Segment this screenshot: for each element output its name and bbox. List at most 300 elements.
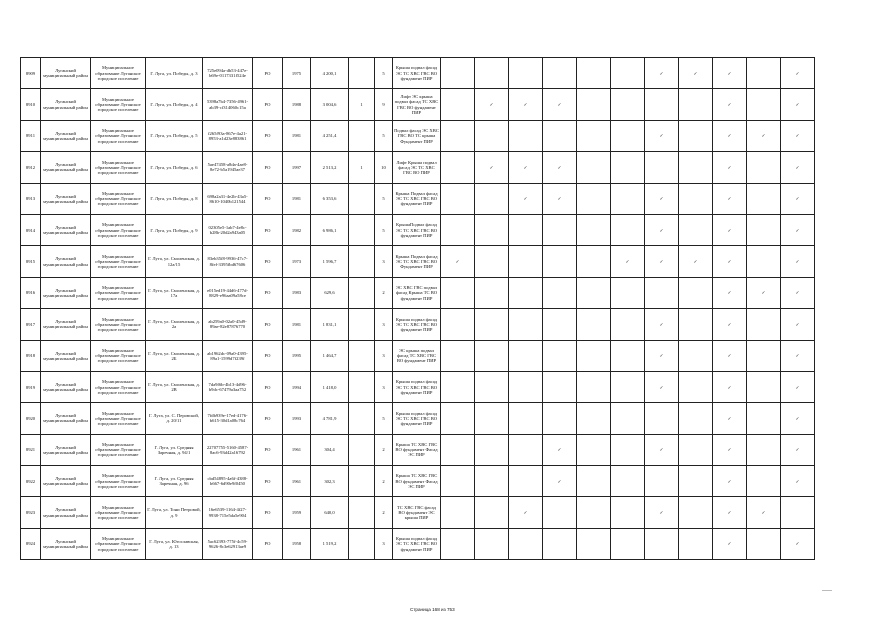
- empty-cell: [679, 340, 713, 371]
- district-cell: Луганский муниципальный район: [41, 528, 91, 559]
- empty-cell: [747, 434, 781, 465]
- empty-cell: [577, 58, 611, 89]
- empty-cell: [577, 152, 611, 183]
- year-cell: 1981: [283, 183, 311, 214]
- empty-cell: [679, 466, 713, 497]
- empty-cell: [577, 403, 611, 434]
- checkmark-icon: ✓: [645, 340, 679, 371]
- empty-cell: [611, 89, 645, 120]
- settlement-cell: Муниципальное образование Луганское городское поселение: [91, 152, 146, 183]
- works-cell: Крыша подвал фасад ЭС ТС ХВС ГВС ВО фундамент ПИР: [393, 371, 441, 402]
- empty-cell: [543, 528, 577, 559]
- checkmark-icon: ✓: [713, 277, 747, 308]
- empty-cell: [679, 309, 713, 340]
- empty-cell: [441, 152, 475, 183]
- row-number: 8918: [21, 340, 41, 371]
- empty-cell: [441, 277, 475, 308]
- empty-cell: [611, 214, 645, 245]
- ro-cell: РО: [253, 528, 283, 559]
- empty-cell: [475, 466, 509, 497]
- checkmark-icon: ✓: [713, 183, 747, 214]
- empty-cell: [543, 340, 577, 371]
- ro-cell: РО: [253, 246, 283, 277]
- district-cell: Луганский муниципальный район: [41, 152, 91, 183]
- ro-cell: РО: [253, 434, 283, 465]
- row-number: 8913: [21, 183, 41, 214]
- checkmark-icon: ✓: [781, 528, 815, 559]
- district-cell: Луганский муниципальный район: [41, 214, 91, 245]
- lifts-cell: 1: [349, 89, 375, 120]
- works-cell: Крыша ТС ХВС ГВС ВО фундамент Фасад ЭС ПИР: [393, 466, 441, 497]
- empty-cell: [475, 497, 509, 528]
- checkmark-icon: ✓: [747, 120, 781, 151]
- lifts-cell: [349, 434, 375, 465]
- ro-cell: РО: [253, 466, 283, 497]
- settlement-cell: Муниципальное образование Луганское городское поселение: [91, 277, 146, 308]
- empty-cell: [577, 434, 611, 465]
- table-row: [21, 466, 815, 497]
- fias-code-cell: 5ac62393-775f-4c59-9626-8c3e62913ae9: [203, 528, 253, 559]
- checkmark-icon: ✓: [509, 89, 543, 120]
- lifts-cell: [349, 214, 375, 245]
- floors-cell: 5: [375, 120, 393, 151]
- register-table: [20, 57, 815, 560]
- area-cell: 4 251,4: [311, 120, 349, 151]
- works-cell: Крыша подвал фасад ЭС ТС ХВС ГВС ВО фундамент ПИР: [393, 528, 441, 559]
- empty-cell: [441, 403, 475, 434]
- ro-cell: РО: [253, 371, 283, 402]
- checkmark-icon: ✓: [645, 120, 679, 151]
- empty-cell: [475, 214, 509, 245]
- checkmark-icon: ✓: [781, 434, 815, 465]
- empty-cell: [441, 497, 475, 528]
- table-row: [21, 340, 815, 371]
- area-cell: 1 596,7: [311, 246, 349, 277]
- checkmark-icon: ✓: [713, 466, 747, 497]
- checkmark-icon: ✓: [475, 152, 509, 183]
- works-cell: Крыша ТС ХВС ГВС ВО фундамент Фасад ЭС ПИР: [393, 434, 441, 465]
- area-cell: 4 781,9: [311, 403, 349, 434]
- table-row: [21, 277, 815, 308]
- lifts-cell: [349, 528, 375, 559]
- empty-cell: [509, 214, 543, 245]
- address-cell: Г. Луга, ул. Смоленская, д. 2а: [146, 309, 203, 340]
- empty-cell: [509, 58, 543, 89]
- works-cell: Подвал фасад ЭС ХВС ГВС ВО ТС крыша Фундамент ПИР: [393, 120, 441, 151]
- settlement-cell: Муниципальное образование Луганское городское поселение: [91, 371, 146, 402]
- empty-cell: [679, 371, 713, 402]
- checkmark-icon: ✓: [781, 403, 815, 434]
- checkmark-icon: ✓: [781, 214, 815, 245]
- works-cell: Крыша подвал фасад ЭС ТС ХВС ГВС ВО фундамент ПИР: [393, 403, 441, 434]
- checkmark-icon: ✓: [509, 183, 543, 214]
- empty-cell: [543, 58, 577, 89]
- checkmark-icon: ✓: [781, 277, 815, 308]
- lifts-cell: [349, 403, 375, 434]
- table-row: [21, 214, 815, 245]
- empty-cell: [475, 340, 509, 371]
- district-cell: Луганский муниципальный район: [41, 89, 91, 120]
- checkmark-icon: ✓: [781, 152, 815, 183]
- empty-cell: [679, 152, 713, 183]
- empty-cell: [543, 309, 577, 340]
- year-cell: 1995: [283, 340, 311, 371]
- fias-code-cell: 698a2a31-4e2b-43a5-8610-1040b121544: [203, 183, 253, 214]
- empty-cell: [475, 183, 509, 214]
- empty-cell: [747, 214, 781, 245]
- checkmark-icon: ✓: [781, 120, 815, 151]
- address-cell: Г. Луга, ул. Смоленская, д. 17а: [146, 277, 203, 308]
- checkmark-icon: ✓: [781, 309, 815, 340]
- empty-cell: [611, 434, 645, 465]
- empty-cell: [543, 246, 577, 277]
- checkmark-icon: ✓: [543, 434, 577, 465]
- area-cell: 629,6: [311, 277, 349, 308]
- row-number: 8919: [21, 371, 41, 402]
- checkmark-icon: ✓: [781, 466, 815, 497]
- ro-cell: РО: [253, 277, 283, 308]
- area-cell: 1 519,2: [311, 528, 349, 559]
- empty-cell: [509, 120, 543, 151]
- checkmark-icon: ✓: [645, 309, 679, 340]
- empty-cell: [577, 340, 611, 371]
- empty-cell: [441, 309, 475, 340]
- empty-cell: [509, 277, 543, 308]
- empty-cell: [747, 403, 781, 434]
- empty-cell: [747, 466, 781, 497]
- checkmark-icon: ✓: [543, 89, 577, 120]
- settlement-cell: Муниципальное образование Луганское городское поселение: [91, 309, 146, 340]
- row-number: 8911: [21, 120, 41, 151]
- area-cell: 640,0: [311, 497, 349, 528]
- floors-cell: 2: [375, 497, 393, 528]
- empty-cell: [611, 528, 645, 559]
- fias-code-cell: ab259a0-02a0-45d9-89ae-82e87876770: [203, 309, 253, 340]
- fias-code-cell: f265f93a-867e-4a21-8953-a1d23e883861: [203, 120, 253, 151]
- lifts-cell: [349, 183, 375, 214]
- checkmark-icon: ✓: [781, 89, 815, 120]
- fias-code-cell: 22707755-5160-4587-8ac6-93d42a16792: [203, 434, 253, 465]
- checkmark-icon: ✓: [611, 246, 645, 277]
- table-row: [21, 371, 815, 402]
- area-cell: 1 831,1: [311, 309, 349, 340]
- table-row: [21, 434, 815, 465]
- empty-cell: [577, 214, 611, 245]
- empty-cell: [543, 497, 577, 528]
- area-cell: 4 200,1: [311, 58, 349, 89]
- ro-cell: РО: [253, 214, 283, 245]
- floors-cell: 10: [375, 152, 393, 183]
- fias-code-cell: cbd54895-4a6f-4388-b667-6d90e9f0450: [203, 466, 253, 497]
- empty-cell: [747, 152, 781, 183]
- works-cell: ЭС ХВС ГВС подвал фасад Крыша ТС ВО фундамент ПИР: [393, 277, 441, 308]
- empty-cell: [509, 403, 543, 434]
- empty-cell: [747, 58, 781, 89]
- empty-cell: [543, 214, 577, 245]
- checkmark-icon: ✓: [781, 246, 815, 277]
- works-cell: Лифт ЭС крыша подвал фасад ТС ХВС ГВС ВО фундамент ПИР: [393, 89, 441, 120]
- row-number: 8910: [21, 89, 41, 120]
- settlement-cell: Муниципальное образование Луганское городское поселение: [91, 340, 146, 371]
- fias-code-cell: 7da9f6b-4b13-4d96-b9dc-67479a3aa752: [203, 371, 253, 402]
- checkmark-icon: ✓: [441, 246, 475, 277]
- area-cell: 304,4: [311, 434, 349, 465]
- empty-cell: [577, 246, 611, 277]
- fias-code-cell: e015ed19-44d6-477d-8829-e96aa09a58ce: [203, 277, 253, 308]
- empty-cell: [679, 277, 713, 308]
- empty-cell: [509, 371, 543, 402]
- empty-cell: [441, 466, 475, 497]
- checkmark-icon: ✓: [509, 152, 543, 183]
- year-cell: 1961: [283, 434, 311, 465]
- empty-cell: [679, 403, 713, 434]
- lifts-cell: 1: [349, 152, 375, 183]
- floors-cell: 2: [375, 466, 393, 497]
- empty-cell: [679, 120, 713, 151]
- empty-cell: [475, 246, 509, 277]
- floors-cell: 3: [375, 371, 393, 402]
- checkmark-icon: ✓: [679, 246, 713, 277]
- empty-cell: [747, 309, 781, 340]
- empty-cell: [441, 528, 475, 559]
- empty-cell: [611, 340, 645, 371]
- empty-cell: [475, 403, 509, 434]
- table-row: [21, 497, 815, 528]
- checkmark-icon: ✓: [747, 497, 781, 528]
- ro-cell: РО: [253, 89, 283, 120]
- row-number: 8923: [21, 497, 41, 528]
- empty-cell: [679, 434, 713, 465]
- year-cell: 1973: [283, 246, 311, 277]
- empty-cell: [679, 183, 713, 214]
- row-number: 8912: [21, 152, 41, 183]
- lifts-cell: [349, 371, 375, 402]
- table-row: [21, 152, 815, 183]
- ro-cell: РО: [253, 403, 283, 434]
- empty-cell: [645, 466, 679, 497]
- year-cell: 1981: [283, 309, 311, 340]
- empty-cell: [747, 371, 781, 402]
- ro-cell: РО: [253, 183, 283, 214]
- empty-cell: [441, 434, 475, 465]
- empty-cell: [441, 183, 475, 214]
- lifts-cell: [349, 120, 375, 151]
- year-cell: 1993: [283, 403, 311, 434]
- row-number: 8922: [21, 466, 41, 497]
- empty-cell: [509, 246, 543, 277]
- year-cell: 1997: [283, 152, 311, 183]
- checkmark-icon: ✓: [543, 466, 577, 497]
- floors-cell: 2: [375, 434, 393, 465]
- works-cell: Крыша Подвал фасад ЭС ТС ХВС ГВС ВО Фундамент ПИР: [393, 246, 441, 277]
- empty-cell: [577, 497, 611, 528]
- table-row: [21, 528, 815, 559]
- empty-cell: [747, 246, 781, 277]
- empty-cell: [577, 277, 611, 308]
- settlement-cell: Муниципальное образование Луганское городское поселение: [91, 497, 146, 528]
- ro-cell: РО: [253, 58, 283, 89]
- district-cell: Луганский муниципальный район: [41, 246, 91, 277]
- checkmark-icon: ✓: [747, 277, 781, 308]
- empty-cell: [645, 528, 679, 559]
- empty-cell: [679, 528, 713, 559]
- checkmark-icon: ✓: [713, 58, 747, 89]
- settlement-cell: Муниципальное образование Луганское городское поселение: [91, 89, 146, 120]
- district-cell: Луганский муниципальный район: [41, 277, 91, 308]
- lifts-cell: [349, 246, 375, 277]
- district-cell: Луганский муниципальный район: [41, 466, 91, 497]
- address-cell: Г. Луга, ул. Средняя Заречная, д. 96: [146, 466, 203, 497]
- area-cell: 6 986,1: [311, 214, 349, 245]
- address-cell: Г. Луга, ул. Победы, д. 5: [146, 120, 203, 151]
- table-row: [21, 309, 815, 340]
- address-cell: Г. Луга, ул. Смоленская, д. 2Б: [146, 340, 203, 371]
- empty-cell: [509, 466, 543, 497]
- lifts-cell: [349, 497, 375, 528]
- empty-cell: [441, 371, 475, 402]
- empty-cell: [441, 120, 475, 151]
- works-cell: ТС ХВС ГВС фасад ВО фундамент ЭС крыша ПИР: [393, 497, 441, 528]
- empty-cell: [577, 371, 611, 402]
- checkmark-icon: ✓: [781, 340, 815, 371]
- checkmark-icon: ✓: [645, 58, 679, 89]
- checkmark-icon: ✓: [713, 497, 747, 528]
- empty-cell: [577, 309, 611, 340]
- row-number: 8916: [21, 277, 41, 308]
- checkmark-icon: ✓: [645, 214, 679, 245]
- address-cell: Г. Луга, ул. Победы, д. 9: [146, 214, 203, 245]
- empty-cell: [441, 214, 475, 245]
- empty-cell: [577, 89, 611, 120]
- area-cell: 302,3: [311, 466, 349, 497]
- empty-cell: [679, 214, 713, 245]
- empty-cell: [611, 58, 645, 89]
- empty-cell: [577, 120, 611, 151]
- fias-code-cell: 5ae47458-a8da-4ae8-8e72-b5a1945ae37: [203, 152, 253, 183]
- ro-cell: РО: [253, 120, 283, 151]
- empty-cell: [509, 309, 543, 340]
- empty-cell: [611, 183, 645, 214]
- empty-cell: [475, 277, 509, 308]
- checkmark-icon: ✓: [645, 183, 679, 214]
- works-cell: Крыша подвал фасад ЭС ТС ХВС ГВС ВО фундамент ПИР: [393, 58, 441, 89]
- empty-cell: [509, 528, 543, 559]
- ro-cell: РО: [253, 497, 283, 528]
- checkmark-icon: ✓: [713, 89, 747, 120]
- empty-cell: [679, 497, 713, 528]
- floors-cell: 3: [375, 309, 393, 340]
- margin-mark: [822, 590, 832, 591]
- checkmark-icon: ✓: [781, 183, 815, 214]
- checkmark-icon: ✓: [645, 371, 679, 402]
- empty-cell: [611, 152, 645, 183]
- row-number: 8924: [21, 528, 41, 559]
- address-cell: Г. Луга, ул. Победы, д. 6: [146, 152, 203, 183]
- checkmark-icon: ✓: [679, 58, 713, 89]
- checkmark-icon: ✓: [645, 497, 679, 528]
- floors-cell: 5: [375, 58, 393, 89]
- fias-code-cell: 725e094a-db53-447e-b69e-0117331f524e: [203, 58, 253, 89]
- empty-cell: [747, 183, 781, 214]
- floors-cell: 5: [375, 214, 393, 245]
- row-number: 8914: [21, 214, 41, 245]
- empty-cell: [543, 371, 577, 402]
- table-row: [21, 403, 815, 434]
- floors-cell: 9: [375, 89, 393, 120]
- settlement-cell: Муниципальное образование Луганское городское поселение: [91, 214, 146, 245]
- checkmark-icon: ✓: [713, 152, 747, 183]
- year-cell: 1981: [283, 120, 311, 151]
- area-cell: 2 513,2: [311, 152, 349, 183]
- empty-cell: [645, 403, 679, 434]
- settlement-cell: Муниципальное образование Луганское городское поселение: [91, 58, 146, 89]
- checkmark-icon: ✓: [713, 120, 747, 151]
- empty-cell: [475, 120, 509, 151]
- empty-cell: [475, 58, 509, 89]
- empty-cell: [611, 497, 645, 528]
- year-cell: 1982: [283, 214, 311, 245]
- settlement-cell: Муниципальное образование Луганское городское поселение: [91, 434, 146, 465]
- lifts-cell: [349, 466, 375, 497]
- fias-code-cell: 02305e5-1ab7-4e8c-b28b-20d2a943a05: [203, 214, 253, 245]
- empty-cell: [577, 183, 611, 214]
- ro-cell: РО: [253, 152, 283, 183]
- year-cell: 1983: [283, 277, 311, 308]
- district-cell: Луганский муниципальный район: [41, 371, 91, 402]
- address-cell: Г. Луга, ул. Победы, д. 4: [146, 89, 203, 120]
- checkmark-icon: ✓: [713, 214, 747, 245]
- table-row: [21, 183, 815, 214]
- empty-cell: [645, 89, 679, 120]
- area-cell: 1 418,0: [311, 371, 349, 402]
- empty-cell: [679, 89, 713, 120]
- address-cell: Г. Луга, ул. Югославская, д. 13: [146, 528, 203, 559]
- fias-code-cell: 5398a7b4-7356-4961-ab39-cf314060c15a: [203, 89, 253, 120]
- empty-cell: [611, 403, 645, 434]
- empty-cell: [611, 309, 645, 340]
- works-cell: Крыша Подвал фасад ЭС ТС ХВС ГВС ВО фундамент ПИР: [393, 183, 441, 214]
- empty-cell: [441, 340, 475, 371]
- empty-cell: [747, 89, 781, 120]
- floors-cell: 3: [375, 528, 393, 559]
- address-cell: Г. Луга, ул. Смоленская, д. 2В: [146, 371, 203, 402]
- checkmark-icon: ✓: [713, 246, 747, 277]
- district-cell: Луганский муниципальный район: [41, 403, 91, 434]
- empty-cell: [747, 340, 781, 371]
- district-cell: Луганский муниципальный район: [41, 497, 91, 528]
- empty-cell: [475, 371, 509, 402]
- row-number: 8909: [21, 58, 41, 89]
- empty-cell: [509, 340, 543, 371]
- floors-cell: 5: [375, 403, 393, 434]
- settlement-cell: Муниципальное образование Луганское городское поселение: [91, 246, 146, 277]
- empty-cell: [577, 528, 611, 559]
- checkmark-icon: ✓: [713, 403, 747, 434]
- works-cell: КрышаПодвал фасад ЭС ТС ХВС ГВС ВО фундамент ПИР: [393, 214, 441, 245]
- empty-cell: [577, 466, 611, 497]
- fias-code-cell: 16e6539-1164-4f27-9938-715e5da5e904: [203, 497, 253, 528]
- works-cell: ЭС крыша подвал фасад ТС ХВС ГВС ВО фундамент ПИР: [393, 340, 441, 371]
- checkmark-icon: ✓: [713, 340, 747, 371]
- empty-cell: [441, 89, 475, 120]
- address-cell: Г. Луга, ул. Победы, д. 8: [146, 183, 203, 214]
- table-row: [21, 58, 815, 89]
- checkmark-icon: ✓: [713, 371, 747, 402]
- checkmark-icon: ✓: [713, 434, 747, 465]
- empty-cell: [509, 434, 543, 465]
- ro-cell: РО: [253, 340, 283, 371]
- empty-cell: [645, 277, 679, 308]
